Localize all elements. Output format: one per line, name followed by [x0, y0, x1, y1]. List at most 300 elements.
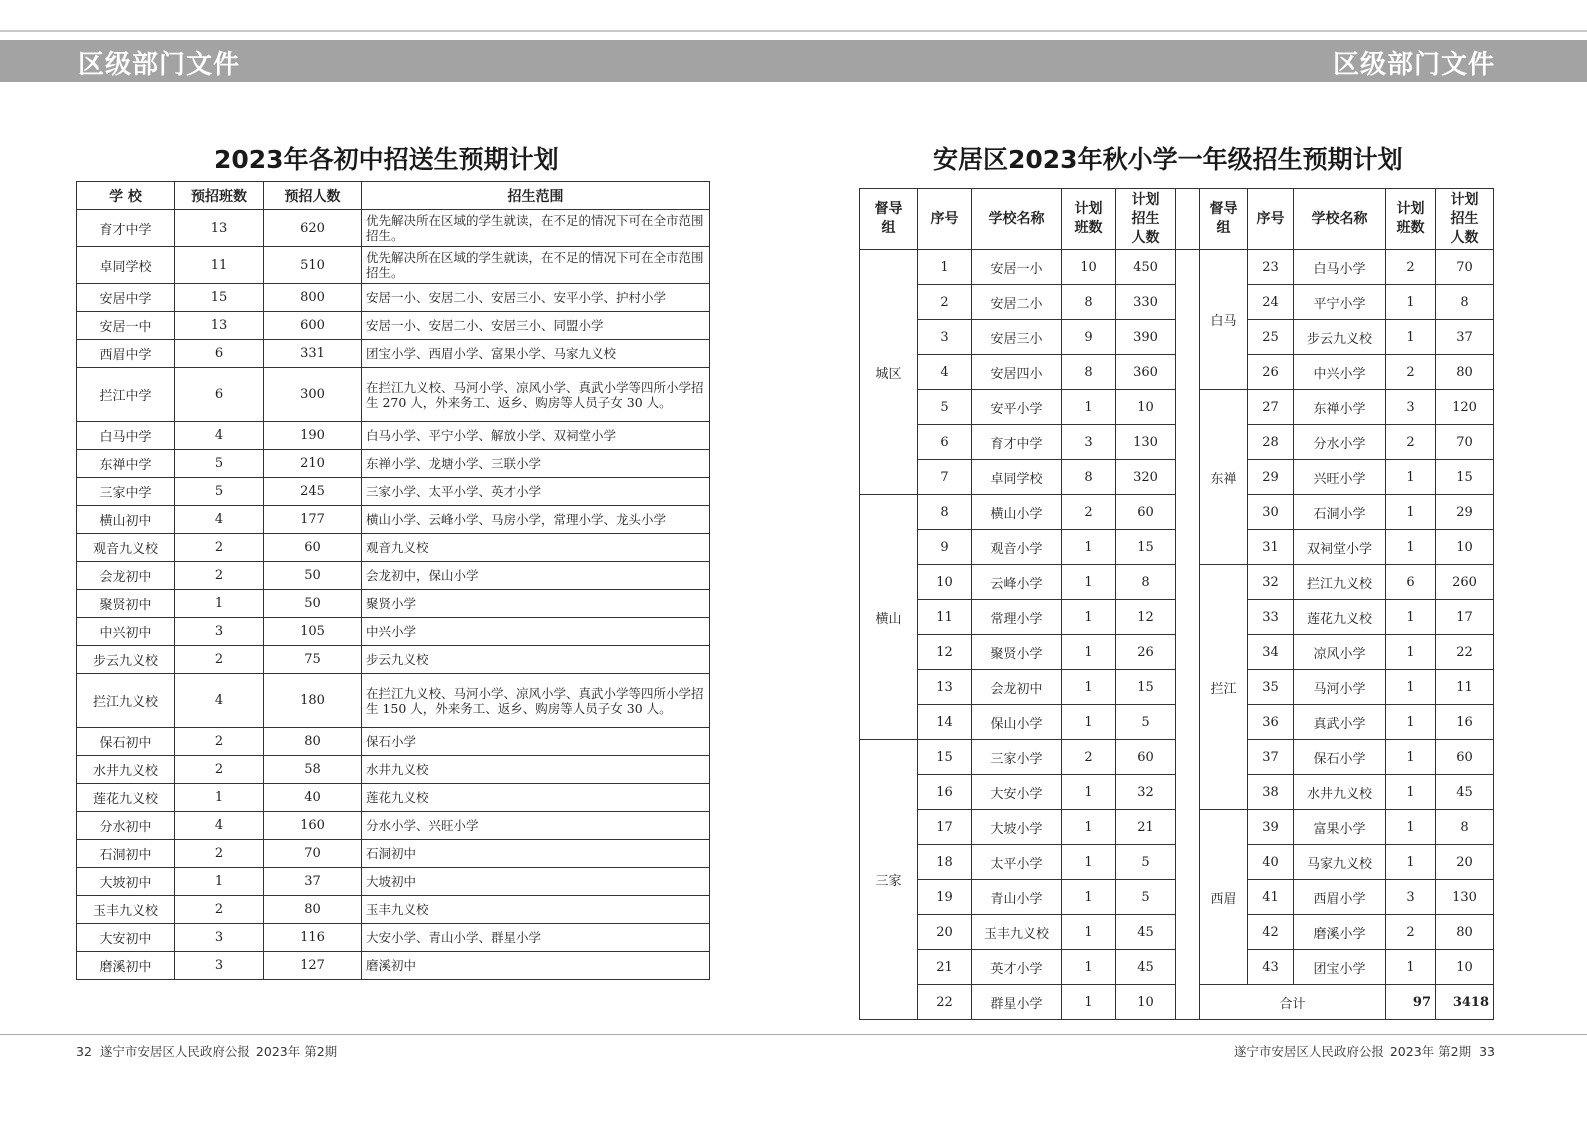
students-cell: 15 — [1116, 670, 1176, 705]
classes-cell: 2 — [1386, 425, 1436, 460]
classes-cell: 10 — [1062, 250, 1116, 285]
students-cell: 70 — [264, 840, 362, 868]
students-cell: 177 — [264, 506, 362, 534]
school-cell: 青山小学 — [972, 880, 1062, 915]
supervision-group-cell: 横山 — [860, 495, 918, 740]
school-cell: 磨溪小学 — [1294, 915, 1386, 950]
classes-cell: 2 — [175, 562, 264, 590]
footer-issue-left: 2023年 第2期 — [255, 1044, 338, 1059]
index-cell: 38 — [1248, 775, 1294, 810]
classes-cell: 1 — [1062, 600, 1116, 635]
classes-cell: 6 — [175, 340, 264, 368]
school-cell: 观音小学 — [972, 530, 1062, 565]
index-cell: 3 — [918, 320, 972, 355]
school-cell: 中兴初中 — [77, 618, 175, 646]
students-cell: 15 — [1116, 530, 1176, 565]
classes-cell: 4 — [175, 812, 264, 840]
top-rule — [0, 30, 1587, 32]
right-page-title: 安居区2023年秋小学一年级招生预期计划 — [933, 145, 1403, 174]
school-cell: 步云九义校 — [1294, 320, 1386, 355]
students-cell: 190 — [264, 422, 362, 450]
banner-label-left: 区级部门文件 — [78, 50, 241, 80]
column-header: 计划 班数 — [1386, 189, 1436, 250]
classes-cell: 1 — [1386, 495, 1436, 530]
index-cell: 31 — [1248, 530, 1294, 565]
school-cell: 群星小学 — [972, 985, 1062, 1020]
classes-cell: 1 — [1062, 845, 1116, 880]
school-cell: 平宁小学 — [1294, 285, 1386, 320]
classes-cell: 4 — [175, 674, 264, 728]
students-cell: 60 — [1116, 740, 1176, 775]
column-header: 计划 班数 — [1062, 189, 1116, 250]
table-row — [77, 840, 710, 868]
school-cell: 会龙初中 — [972, 670, 1062, 705]
index-cell: 33 — [1248, 600, 1294, 635]
index-cell: 22 — [918, 985, 972, 1020]
column-header: 学 校 — [77, 182, 175, 210]
classes-cell: 1 — [1062, 530, 1116, 565]
supervision-group-cell: 东禅 — [1200, 390, 1248, 565]
students-cell: 45 — [1436, 775, 1494, 810]
index-cell: 30 — [1248, 495, 1294, 530]
school-cell: 白马中学 — [77, 422, 175, 450]
school-cell: 双祠堂小学 — [1294, 530, 1386, 565]
index-cell: 10 — [918, 565, 972, 600]
classes-cell: 2 — [175, 646, 264, 674]
section-banner — [0, 40, 1587, 82]
table-row — [77, 924, 710, 952]
table-row — [77, 210, 710, 247]
scope-cell: 在拦江九义校、马河小学、凉风小学、真武小学等四所小学招生 270 人，外来务工、返乡、购房等人员子女 30 人。 — [362, 368, 710, 422]
students-cell: 60 — [1116, 495, 1176, 530]
classes-cell: 1 — [1386, 950, 1436, 985]
footer-publication-left: 遂宁市安居区人民政府公报 — [99, 1044, 250, 1059]
students-cell: 80 — [264, 728, 362, 756]
students-cell: 50 — [264, 562, 362, 590]
students-cell: 800 — [264, 284, 362, 312]
students-cell: 116 — [264, 924, 362, 952]
students-cell: 58 — [264, 756, 362, 784]
index-cell: 29 — [1248, 460, 1294, 495]
students-cell: 390 — [1116, 320, 1176, 355]
classes-cell: 3 — [175, 618, 264, 646]
school-cell: 大坡初中 — [77, 868, 175, 896]
table-row — [77, 450, 710, 478]
index-cell: 8 — [918, 495, 972, 530]
classes-cell: 1 — [1062, 775, 1116, 810]
students-cell: 5 — [1116, 845, 1176, 880]
students-cell: 80 — [264, 896, 362, 924]
table-row — [77, 506, 710, 534]
students-cell: 10 — [1436, 530, 1494, 565]
school-cell: 保石小学 — [1294, 740, 1386, 775]
school-cell: 育才中学 — [972, 425, 1062, 460]
students-cell: 330 — [1116, 285, 1176, 320]
classes-cell: 1 — [1386, 670, 1436, 705]
school-cell: 凉风小学 — [1294, 635, 1386, 670]
column-header: 计划 招生 人数 — [1116, 189, 1176, 250]
classes-cell: 3 — [175, 924, 264, 952]
classes-cell: 13 — [175, 312, 264, 340]
school-cell: 安居二小 — [972, 285, 1062, 320]
students-cell: 5 — [1116, 705, 1176, 740]
supervision-group-cell: 白马 — [1200, 250, 1248, 390]
scope-cell: 东禅小学、龙塘小学、三联小学 — [362, 450, 710, 478]
students-cell: 105 — [264, 618, 362, 646]
school-cell: 步云九义校 — [77, 646, 175, 674]
school-cell: 东禅中学 — [77, 450, 175, 478]
school-cell: 分水初中 — [77, 812, 175, 840]
index-cell: 20 — [918, 915, 972, 950]
page-number-right: 33 — [1479, 1044, 1495, 1059]
index-cell: 40 — [1248, 845, 1294, 880]
scope-cell: 步云九义校 — [362, 646, 710, 674]
index-cell: 14 — [918, 705, 972, 740]
middle-school-plan-table — [76, 181, 710, 980]
classes-cell: 3 — [1386, 880, 1436, 915]
classes-cell: 2 — [175, 534, 264, 562]
index-cell: 28 — [1248, 425, 1294, 460]
scope-cell: 玉丰九义校 — [362, 896, 710, 924]
table-row — [77, 590, 710, 618]
school-cell: 马河小学 — [1294, 670, 1386, 705]
school-cell: 兴旺小学 — [1294, 460, 1386, 495]
classes-cell: 5 — [175, 478, 264, 506]
scope-cell: 磨溪初中 — [362, 952, 710, 980]
classes-cell: 1 — [1062, 880, 1116, 915]
classes-cell: 1 — [1062, 390, 1116, 425]
classes-cell: 1 — [1062, 950, 1116, 985]
students-cell: 130 — [1436, 880, 1494, 915]
classes-cell: 1 — [1386, 320, 1436, 355]
school-cell: 西眉小学 — [1294, 880, 1386, 915]
classes-cell: 15 — [175, 284, 264, 312]
index-cell: 36 — [1248, 705, 1294, 740]
students-cell: 20 — [1436, 845, 1494, 880]
school-cell: 安平小学 — [972, 390, 1062, 425]
students-cell: 127 — [264, 952, 362, 980]
students-cell: 37 — [264, 868, 362, 896]
column-header: 招生范围 — [362, 182, 710, 210]
students-cell: 26 — [1116, 635, 1176, 670]
index-cell: 6 — [918, 425, 972, 460]
classes-cell: 8 — [1062, 285, 1116, 320]
table-row — [77, 952, 710, 980]
classes-cell: 3 — [175, 952, 264, 980]
supervision-group-cell: 三家 — [860, 740, 918, 1020]
classes-cell: 2 — [1386, 915, 1436, 950]
students-cell: 10 — [1436, 950, 1494, 985]
students-cell: 360 — [1116, 355, 1176, 390]
table-row — [77, 896, 710, 924]
footer-rule — [0, 1034, 1587, 1035]
classes-cell: 1 — [1062, 985, 1116, 1020]
classes-cell: 1 — [1386, 740, 1436, 775]
column-header: 计划 招生 人数 — [1436, 189, 1494, 250]
school-cell: 三家小学 — [972, 740, 1062, 775]
school-cell: 水井九义校 — [1294, 775, 1386, 810]
students-cell: 22 — [1436, 635, 1494, 670]
table-row — [77, 562, 710, 590]
scope-cell: 优先解决所在区域的学生就读，在不足的情况下可在全市范围招生。 — [362, 247, 710, 284]
scope-cell: 水井九义校 — [362, 756, 710, 784]
column-gap — [1176, 189, 1200, 250]
students-cell: 450 — [1116, 250, 1176, 285]
classes-cell: 1 — [1062, 670, 1116, 705]
school-cell: 真武小学 — [1294, 705, 1386, 740]
school-cell: 常理小学 — [972, 600, 1062, 635]
classes-cell: 1 — [1386, 635, 1436, 670]
footer-publication-right: 遂宁市安居区人民政府公报 — [1233, 1044, 1384, 1059]
scope-cell: 在拦江九义校、马河小学、凉风小学、真武小学等四所小学招生 150 人，外来务工、返乡、购房等人员子女 30 人。 — [362, 674, 710, 728]
table-row — [77, 422, 710, 450]
index-cell: 9 — [918, 530, 972, 565]
table-row — [77, 340, 710, 368]
school-cell: 安居一小 — [972, 250, 1062, 285]
index-cell: 2 — [918, 285, 972, 320]
school-cell: 大坡小学 — [972, 810, 1062, 845]
index-cell: 12 — [918, 635, 972, 670]
classes-cell: 1 — [1386, 460, 1436, 495]
school-cell: 拦江九义校 — [1294, 565, 1386, 600]
classes-cell: 2 — [175, 896, 264, 924]
index-cell: 24 — [1248, 285, 1294, 320]
students-cell: 300 — [264, 368, 362, 422]
school-cell: 大安初中 — [77, 924, 175, 952]
students-cell: 8 — [1436, 285, 1494, 320]
students-cell: 331 — [264, 340, 362, 368]
index-cell: 42 — [1248, 915, 1294, 950]
scope-cell: 安居一小、安居二小、安居三小、同盟小学 — [362, 312, 710, 340]
classes-cell: 5 — [175, 450, 264, 478]
table-row — [860, 250, 1494, 285]
page-number-left: 32 — [76, 1044, 92, 1059]
school-cell: 拦江九义校 — [77, 674, 175, 728]
classes-cell: 2 — [175, 728, 264, 756]
school-cell: 云峰小学 — [972, 565, 1062, 600]
supervision-group-cell: 城区 — [860, 250, 918, 495]
footer-left — [76, 1042, 337, 1060]
scope-cell: 莲花九义校 — [362, 784, 710, 812]
index-cell: 43 — [1248, 950, 1294, 985]
school-cell: 大安小学 — [972, 775, 1062, 810]
students-cell: 70 — [1436, 425, 1494, 460]
school-cell: 太平小学 — [972, 845, 1062, 880]
index-cell: 19 — [918, 880, 972, 915]
classes-cell: 4 — [175, 506, 264, 534]
column-gap — [1176, 250, 1200, 1020]
table-row — [77, 646, 710, 674]
classes-cell: 1 — [1386, 775, 1436, 810]
school-cell: 横山初中 — [77, 506, 175, 534]
scope-cell: 会龙初中，保山小学 — [362, 562, 710, 590]
index-cell: 16 — [918, 775, 972, 810]
column-header: 督导 组 — [860, 189, 918, 250]
index-cell: 13 — [918, 670, 972, 705]
classes-cell: 1 — [175, 868, 264, 896]
school-cell: 安居四小 — [972, 355, 1062, 390]
school-cell: 会龙初中 — [77, 562, 175, 590]
school-cell: 莲花九义校 — [1294, 600, 1386, 635]
scope-cell: 观音九义校 — [362, 534, 710, 562]
table-row — [77, 312, 710, 340]
table-row — [77, 284, 710, 312]
classes-cell: 11 — [175, 247, 264, 284]
students-cell: 75 — [264, 646, 362, 674]
classes-cell: 1 — [1062, 810, 1116, 845]
scope-cell: 横山小学、云峰小学、马房小学，常理小学、龙头小学 — [362, 506, 710, 534]
scope-cell: 优先解决所在区域的学生就读，在不足的情况下可在全市范围招生。 — [362, 210, 710, 247]
classes-cell: 1 — [1062, 705, 1116, 740]
school-cell: 拦江中学 — [77, 368, 175, 422]
scope-cell: 中兴小学 — [362, 618, 710, 646]
school-cell: 玉丰九义校 — [972, 915, 1062, 950]
index-cell: 25 — [1248, 320, 1294, 355]
column-header: 序号 — [918, 189, 972, 250]
index-cell: 26 — [1248, 355, 1294, 390]
column-header: 预招人数 — [264, 182, 362, 210]
school-cell: 莲花九义校 — [77, 784, 175, 812]
students-cell: 15 — [1436, 460, 1494, 495]
classes-cell: 1 — [1386, 845, 1436, 880]
table-row — [77, 784, 710, 812]
school-cell: 磨溪初中 — [77, 952, 175, 980]
school-cell: 观音九义校 — [77, 534, 175, 562]
index-cell: 32 — [1248, 565, 1294, 600]
footer-right — [1234, 1042, 1495, 1060]
students-cell: 620 — [264, 210, 362, 247]
index-cell: 39 — [1248, 810, 1294, 845]
students-cell: 160 — [264, 812, 362, 840]
index-cell: 41 — [1248, 880, 1294, 915]
students-cell: 21 — [1116, 810, 1176, 845]
school-cell: 富果小学 — [1294, 810, 1386, 845]
table-row — [77, 618, 710, 646]
index-cell: 35 — [1248, 670, 1294, 705]
school-cell: 聚贤小学 — [972, 635, 1062, 670]
school-cell: 育才中学 — [77, 210, 175, 247]
students-cell: 260 — [1436, 565, 1494, 600]
classes-cell: 2 — [1386, 250, 1436, 285]
classes-cell: 2 — [1386, 355, 1436, 390]
classes-cell: 1 — [175, 784, 264, 812]
students-cell: 8 — [1116, 565, 1176, 600]
school-cell: 中兴小学 — [1294, 355, 1386, 390]
school-cell: 安居三小 — [972, 320, 1062, 355]
school-cell: 英才小学 — [972, 950, 1062, 985]
students-cell: 17 — [1436, 600, 1494, 635]
classes-cell: 8 — [1062, 460, 1116, 495]
index-cell: 27 — [1248, 390, 1294, 425]
students-cell: 600 — [264, 312, 362, 340]
scope-cell: 大坡初中 — [362, 868, 710, 896]
table-row — [77, 534, 710, 562]
students-cell: 45 — [1116, 950, 1176, 985]
classes-cell: 1 — [175, 590, 264, 618]
classes-cell: 9 — [1062, 320, 1116, 355]
students-cell: 80 — [1436, 915, 1494, 950]
students-cell: 60 — [1436, 740, 1494, 775]
school-cell: 卓同学校 — [972, 460, 1062, 495]
supervision-group-cell: 西眉 — [1200, 810, 1248, 985]
school-cell: 横山小学 — [972, 495, 1062, 530]
students-cell: 60 — [264, 534, 362, 562]
school-cell: 团宝小学 — [1294, 950, 1386, 985]
school-cell: 卓同学校 — [77, 247, 175, 284]
scope-cell: 分水小学、兴旺小学 — [362, 812, 710, 840]
index-cell: 34 — [1248, 635, 1294, 670]
school-cell: 分水小学 — [1294, 425, 1386, 460]
column-header: 序号 — [1248, 189, 1294, 250]
index-cell: 5 — [918, 390, 972, 425]
classes-cell: 1 — [1062, 915, 1116, 950]
index-cell: 7 — [918, 460, 972, 495]
school-cell: 玉丰九义校 — [77, 896, 175, 924]
students-cell: 8 — [1436, 810, 1494, 845]
scope-cell: 安居一小、安居二小、安居三小、安平小学、护村小学 — [362, 284, 710, 312]
index-cell: 15 — [918, 740, 972, 775]
scope-cell: 三家小学、太平小学、英才小学 — [362, 478, 710, 506]
students-cell: 5 — [1116, 880, 1176, 915]
scope-cell: 大安小学、青山小学、群星小学 — [362, 924, 710, 952]
classes-cell: 4 — [175, 422, 264, 450]
primary-school-plan-table — [859, 188, 1494, 1020]
students-cell: 245 — [264, 478, 362, 506]
school-cell: 安居中学 — [77, 284, 175, 312]
students-cell: 40 — [264, 784, 362, 812]
classes-cell: 1 — [1062, 565, 1116, 600]
students-cell: 320 — [1116, 460, 1176, 495]
index-cell: 1 — [918, 250, 972, 285]
column-header: 学校名称 — [972, 189, 1062, 250]
classes-cell: 2 — [1062, 495, 1116, 530]
school-cell: 石洞小学 — [1294, 495, 1386, 530]
school-cell: 白马小学 — [1294, 250, 1386, 285]
students-cell: 16 — [1436, 705, 1494, 740]
column-header: 预招班数 — [175, 182, 264, 210]
students-cell: 32 — [1116, 775, 1176, 810]
left-page-title: 2023年各初中招送生预期计划 — [214, 145, 559, 174]
table-row — [77, 868, 710, 896]
students-cell: 80 — [1436, 355, 1494, 390]
students-cell: 130 — [1116, 425, 1176, 460]
classes-cell: 1 — [1386, 810, 1436, 845]
index-cell: 37 — [1248, 740, 1294, 775]
school-cell: 保山小学 — [972, 705, 1062, 740]
table-row — [77, 368, 710, 422]
school-cell: 西眉中学 — [77, 340, 175, 368]
school-cell: 马家九义校 — [1294, 845, 1386, 880]
index-cell: 4 — [918, 355, 972, 390]
students-cell: 10 — [1116, 390, 1176, 425]
students-cell: 510 — [264, 247, 362, 284]
students-cell: 12 — [1116, 600, 1176, 635]
index-cell: 17 — [918, 810, 972, 845]
index-cell: 11 — [918, 600, 972, 635]
table-row — [77, 478, 710, 506]
students-cell: 11 — [1436, 670, 1494, 705]
classes-cell: 6 — [175, 368, 264, 422]
footer-issue-right: 2023年 第2期 — [1389, 1044, 1472, 1059]
scope-cell: 聚贤小学 — [362, 590, 710, 618]
table-row — [77, 756, 710, 784]
table-row — [77, 728, 710, 756]
classes-cell: 2 — [175, 756, 264, 784]
classes-cell: 3 — [1386, 390, 1436, 425]
school-cell: 三家中学 — [77, 478, 175, 506]
classes-cell: 13 — [175, 210, 264, 247]
banner-label-right: 区级部门文件 — [1332, 50, 1495, 80]
